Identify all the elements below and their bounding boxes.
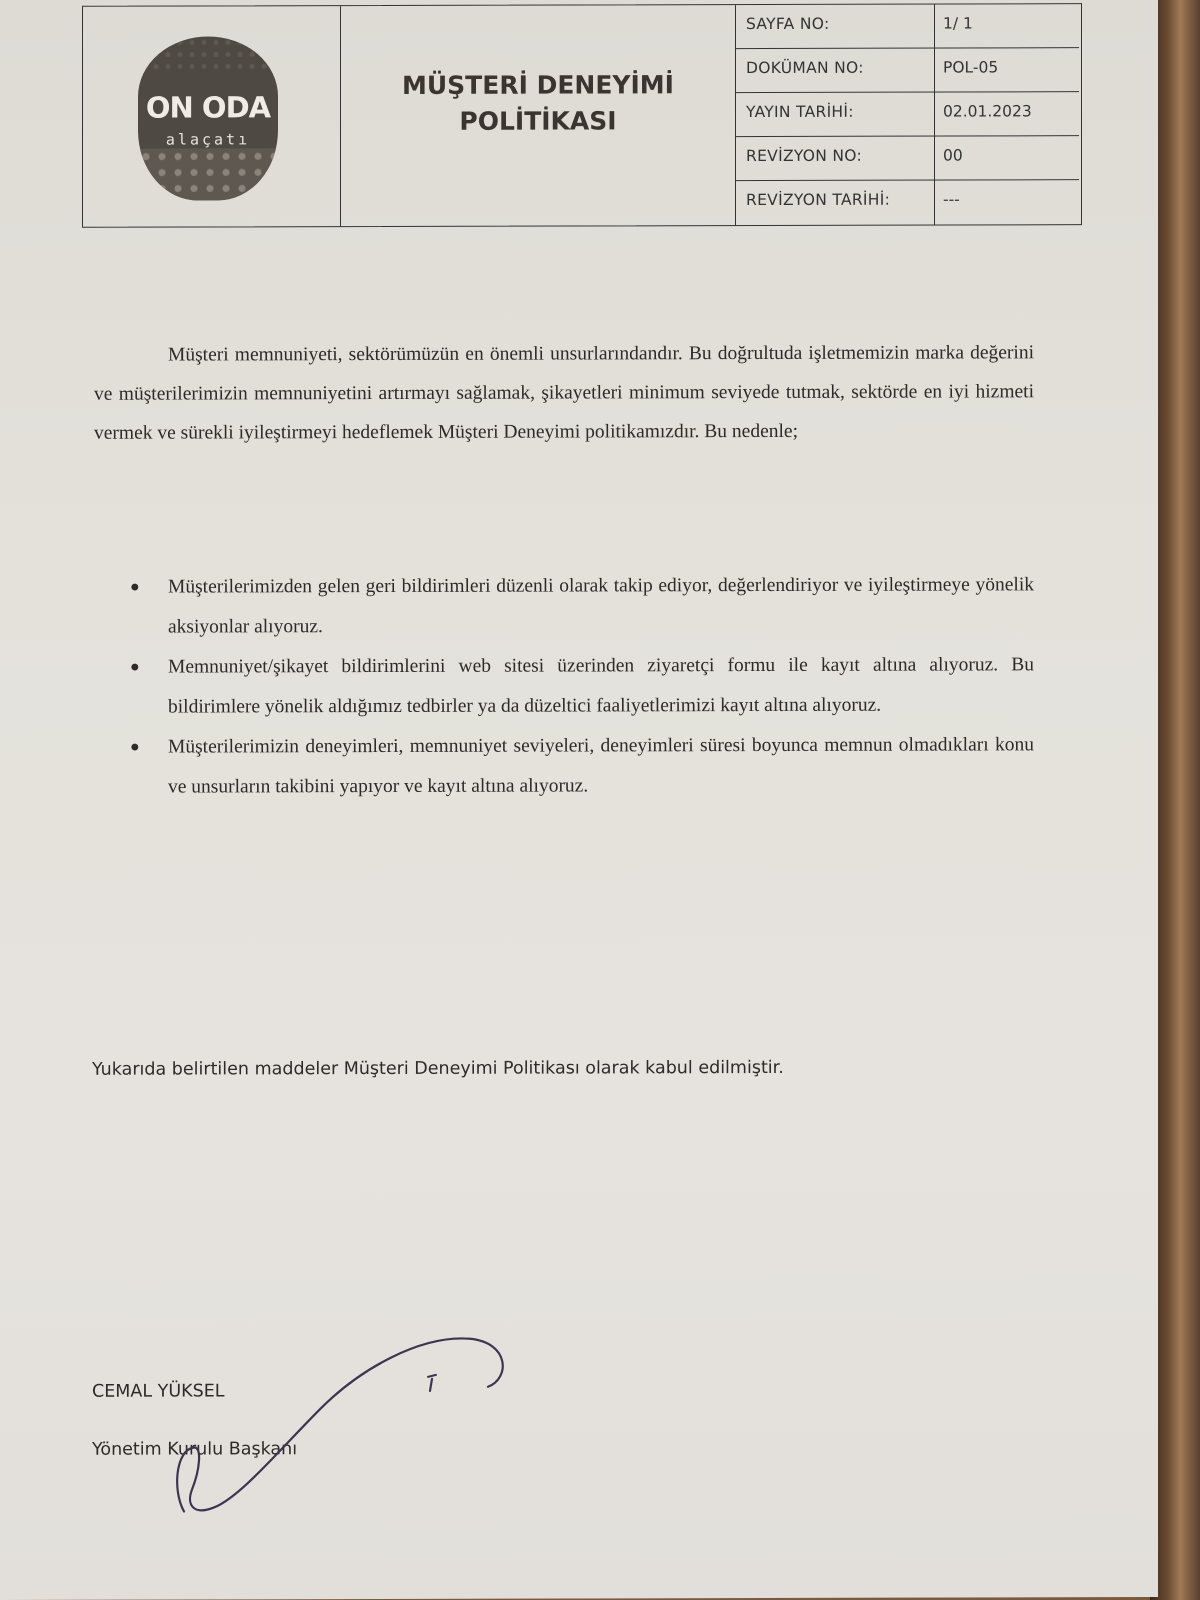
policy-list xyxy=(94,565,1034,807)
logo-cell xyxy=(83,6,341,227)
list-item-text: Müşterilerimizden gelen geri bildirimleri düzenli olarak takip ediyor, değerlendiriyor ve iyileştirmeye yönelik aksiyonlar alıyoruz. xyxy=(168,574,1034,638)
intro-paragraph: Müşteri memnuniyeti, sektörümüzün en önemli unsurlarındandır. Bu doğrultuda işletmemizin marka değerini ve müşterilerimizin memnuniyetini artırmayı sağlamak, şikayetleri minimum seviyede tutmak, sektörde en iyi hizmeti vermek ve sürekli iyileştirmeyi hedeflemek Müşteri Deneyimi politikamızdır. Bu nedenle; xyxy=(94,342,1034,444)
logo-name: ON ODA xyxy=(145,90,271,125)
signatory-role: Yönetim Kurulu Başkanı xyxy=(92,1439,298,1460)
meta-row-revision-date xyxy=(736,180,1079,225)
document-title-line1: MÜŞTERİ DENEYİMİ xyxy=(402,70,674,100)
meta-row-publish-date xyxy=(736,92,1079,137)
document-title-line2: POLİTİKASI xyxy=(459,106,617,136)
logo-top-pattern xyxy=(138,36,278,74)
meta-value: 1/ 1 xyxy=(934,4,1079,47)
list-item xyxy=(94,645,1034,727)
list-item xyxy=(94,565,1034,647)
meta-label: YAYIN TARİHİ: xyxy=(746,102,854,122)
title-cell xyxy=(341,5,736,226)
document-meta-table xyxy=(736,4,1079,225)
document-title xyxy=(341,67,735,140)
list-item-text: Müşterilerimizin deneyimleri, memnuniyet seviyeleri, deneyimleri süresi boyunca memnun olmadıkları konu ve unsurların takibini yapıyor ve kayıt altına alıyoruz. xyxy=(168,734,1034,798)
meta-label: REVİZYON TARİHİ: xyxy=(746,190,891,210)
meta-label: SAYFA NO: xyxy=(746,14,830,34)
document-header-table xyxy=(82,3,1082,228)
list-item-text: Memnuniyet/şikayet bildirimlerini web sitesi üzerinden ziyaretçi formu ile kayıt altına alıyoruz. Bu bildirimlere yönelik aldığımız tedbirler ya da düzeltici faaliyetlerimizi kayıt altına alıyoruz. xyxy=(168,654,1034,718)
meta-row-page xyxy=(736,4,1079,49)
meta-value: POL-05 xyxy=(934,48,1079,91)
meta-value: 02.01.2023 xyxy=(934,92,1079,135)
meta-label: REVİZYON NO: xyxy=(746,146,863,166)
closing-statement: Yukarıda belirtilen maddeler Müşteri Deneyimi Politikası olarak kabul edilmiştir. xyxy=(92,1057,784,1080)
bullet-icon: ● xyxy=(130,738,140,756)
bullet-icon: ● xyxy=(130,578,140,596)
logo-tile-pattern xyxy=(138,148,278,200)
handwritten-signature xyxy=(170,1329,530,1530)
logo-subtitle: alaçatı xyxy=(165,130,251,149)
signatory-name: CEMAL YÜKSEL xyxy=(92,1381,225,1402)
meta-label: DOKÜMAN NO: xyxy=(746,58,864,78)
meta-row-revision-no xyxy=(736,136,1079,181)
meta-value: 00 xyxy=(934,136,1079,179)
company-logo xyxy=(138,36,278,200)
meta-value: --- xyxy=(934,180,1079,224)
meta-row-document-no xyxy=(736,48,1079,93)
list-item xyxy=(94,725,1034,807)
bullet-icon: ● xyxy=(130,658,140,676)
